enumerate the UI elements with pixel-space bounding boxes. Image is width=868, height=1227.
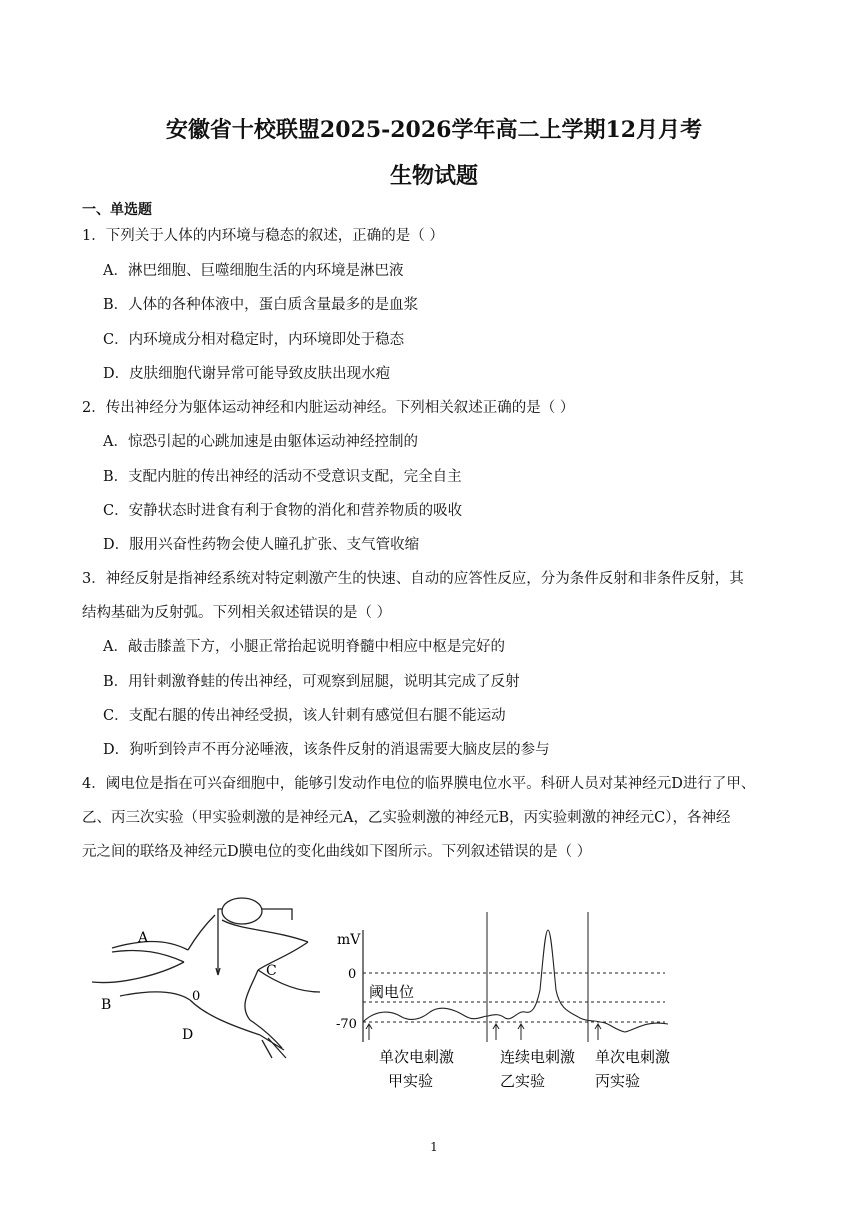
question-3-stem-line-1: 3．神经反射是指神经系统对特定刺激产生的快速、自动的应答性反应，分为条件反射和非条件反射，其 [82,571,744,587]
stimulus-arrow-2 [493,1024,499,1040]
experiment-3-name: 丙实验 [595,1072,641,1090]
stimulus-arrow-3 [518,1024,524,1040]
meter-icon [222,898,262,924]
page-number: 1 [430,1140,438,1154]
neuron-label-c: C [266,963,277,979]
y-tick-zero: 0 [348,967,357,982]
neuron-diagram [92,898,320,1058]
y-tick-minus-70: -70 [336,1017,357,1032]
question-3-option-b: B．用针刺激脊蛙的传出神经，可观察到屈腿，说明其完成了反射 [103,674,520,690]
electrode-label-zero: 0 [192,989,201,1004]
neuron-label-b: B [101,997,112,1013]
neuron-label-d: D [182,1027,194,1043]
axon-bottom [245,970,282,1048]
question-3-option-c: C．支配右腿的传出神经受损，该人针刺有感觉但右腿不能运动 [103,708,506,724]
question-1-option-d: D．皮肤细胞代谢异常可能导致皮肤出现水疱 [103,366,391,382]
experiment-1-stimulus: 单次电刺激 [379,1048,455,1066]
question-4-stem-line-2: 乙、丙三次实验（甲实验刺激的是神经元A，乙实验刺激的神经元B，丙实验刺激的神经元C），各神经 [82,810,731,826]
electrode-left-wire [218,909,222,975]
question-3-option-d: D．狗听到铃声不再分泌唾液，该条件反射的消退需要大脑皮层的参与 [103,742,550,758]
experiment-2-stimulus: 连续电刺激 [500,1048,576,1066]
potential-chart [363,912,668,1042]
neuron-figure [0,880,868,1100]
question-2-option-c: C．安静状态时进食有利于食物的消化和营养物质的吸收 [103,503,463,519]
question-1-option-a: A．淋巴细胞、巨噬细胞生活的内环境是淋巴液 [103,263,404,279]
question-2-option-d: D．服用兴奋性药物会使人瞳孔扩张、支气管收缩 [103,537,420,553]
experiment-3-stimulus: 单次电刺激 [595,1048,671,1066]
question-2-option-a: A．惊恐引起的心跳加速是由躯体运动神经控制的 [103,434,418,450]
page-title: 安徽省十校联盟2025-2026学年高二上学期12月月考 [165,117,703,143]
question-3-option-a: A．敲击膝盖下方，小腿正常抬起说明脊髓中相应中枢是完好的 [103,639,505,655]
neuron-a-process [112,942,188,951]
question-4-stem-line-1: 4．阈电位是指在可兴奋细胞中，能够引发动作电位的临界膜电位水平。科研人员对某神经元D进行了甲、 [82,776,756,792]
neuron-b-lower [120,992,190,1000]
threshold-label: 阈电位 [369,983,415,1001]
question-2-stem: 2．传出神经分为躯体运动神经和内脏运动神经。下列相关叙述正确的是（ ） [82,400,575,416]
question-3-stem-line-2: 结构基础为反射弧。下列相关叙述错误的是（ ） [82,605,392,621]
question-2-option-b: B．支配内脏的传出神经的活动不受意识支配，完全自主 [103,469,462,485]
question-1-stem: 1．下列关于人体的内环境与稳态的叙述，正确的是（ ） [82,228,444,244]
neuron-b-upper [92,962,184,983]
membrane-potential-curve [363,930,668,1032]
page-subtitle: 生物试题 [389,163,478,189]
axon-top [190,1000,260,1035]
electrode-right-wire [262,909,292,920]
experiment-2-name: 乙实验 [500,1072,546,1090]
section-title: 一、单选题 [82,202,152,218]
cell-body-top [188,915,308,950]
experiment-1-name: 甲实验 [388,1072,434,1090]
y-axis-unit: mV [337,932,361,948]
question-4-stem-line-3: 元之间的联络及神经元D膜电位的变化曲线如下图所示。下列叙述错误的是（ ） [82,844,592,860]
neuron-label-a: A [138,930,149,946]
question-1-option-b: B．人体的各种体液中，蛋白质含量最多的是血浆 [103,297,419,313]
stimulus-arrow-1 [366,1024,372,1040]
stimulus-arrow-4 [595,1024,601,1040]
question-1-option-c: C．内环境成分相对稳定时，内环境即处于稳态 [103,332,405,348]
